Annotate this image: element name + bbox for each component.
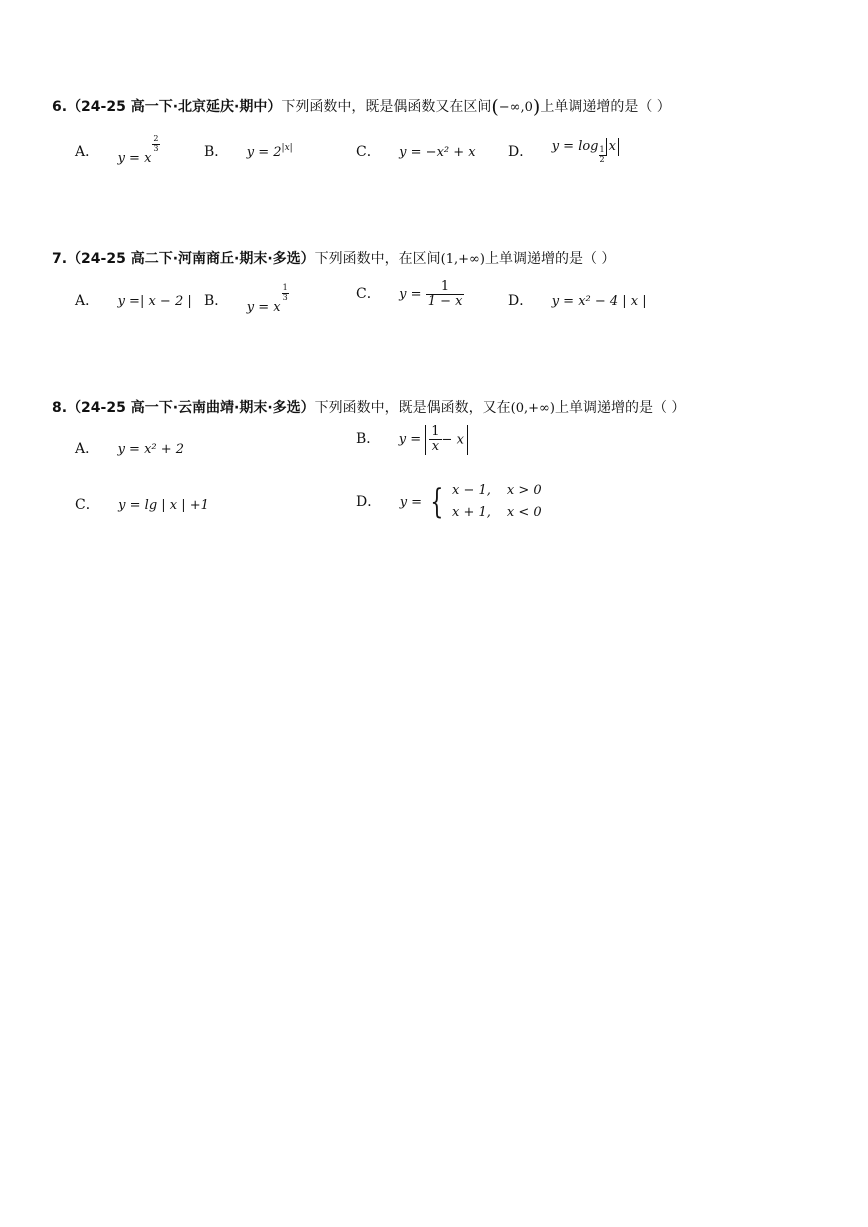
option-c[interactable]: [75, 494, 209, 514]
option-label: C．: [356, 144, 381, 160]
option-b[interactable]: [356, 425, 468, 455]
option-label: B．: [356, 431, 381, 448]
question-text-tail: 上单调递增的是（ ）: [484, 251, 616, 267]
question-number: 7.: [52, 251, 68, 267]
option-expression: y = x $\frac{1}{3}$: [246, 283, 288, 315]
option-d[interactable]: [508, 135, 619, 164]
option-expression: y = lg | x | +1: [118, 498, 209, 513]
question-number: 6.: [52, 99, 68, 115]
brace-symbol: {: [430, 482, 444, 523]
option-label: D．: [356, 493, 382, 510]
question-6-stem: [52, 96, 671, 118]
option-label: B．: [204, 144, 229, 160]
question-interval: (1,+∞): [440, 252, 485, 267]
question-source: （24-25 高一下·北京延庆·期中）: [67, 99, 282, 115]
option-b[interactable]: [204, 141, 293, 161]
option-expression: y = −x² + x: [399, 145, 476, 160]
option-expression: y = x $\frac{2}{3}$: [117, 134, 159, 166]
option-label: A．: [75, 293, 100, 309]
option-expression: $y = 2^{|x|}$: [246, 143, 293, 160]
option-label: C．: [75, 497, 100, 513]
option-c[interactable]: [356, 280, 464, 310]
option-b[interactable]: [204, 283, 288, 315]
option-label: A．: [75, 144, 100, 160]
option-label: A．: [75, 441, 100, 457]
question-number: 8.: [52, 400, 68, 416]
question-source: （24-25 高二下·河南商丘·期末·多选）: [67, 251, 315, 267]
option-c[interactable]: [356, 141, 476, 161]
question-text: 下列函数中，既是偶函数又在区间: [281, 99, 492, 115]
option-a[interactable]: [75, 438, 184, 458]
option-d[interactable]: [508, 290, 647, 310]
question-text-tail: 上单调递增的是（ ）: [540, 99, 671, 115]
option-a[interactable]: [75, 134, 159, 166]
option-expression: y = x² + 2: [117, 442, 185, 457]
option-a[interactable]: [75, 290, 192, 310]
option-expression: y = $\frac{1}{1 - x}$: [399, 279, 463, 310]
option-expression: y = { x − 1, x > 0 x + 1, x < 0: [399, 482, 542, 523]
option-expression: y = $\frac{1}{x}$ − x: [399, 432, 468, 447]
option-d[interactable]: [356, 480, 542, 524]
question-7-stem: [52, 248, 615, 268]
question-text: 下列函数中，既是偶函数，又在: [314, 400, 511, 416]
option-expression: y = x² − 4 | x |: [551, 294, 647, 309]
question-interval: (−∞,0): [491, 96, 541, 118]
option-expression: y = log $\frac{1}{2}$ x: [552, 139, 619, 154]
option-label: D．: [508, 144, 534, 160]
option-label: B．: [204, 293, 229, 309]
question-8-stem: [52, 397, 685, 417]
option-label: D．: [508, 293, 534, 309]
question-source: （24-25 高一下·云南曲靖·期末·多选）: [67, 400, 315, 416]
question-text: 下列函数中，在区间: [314, 251, 441, 267]
option-label: C．: [356, 286, 381, 303]
question-text-tail: 上单调递增的是（ ）: [554, 400, 686, 416]
option-expression: y =| x − 2 |: [117, 294, 192, 309]
question-interval: (0,+∞): [510, 401, 555, 416]
